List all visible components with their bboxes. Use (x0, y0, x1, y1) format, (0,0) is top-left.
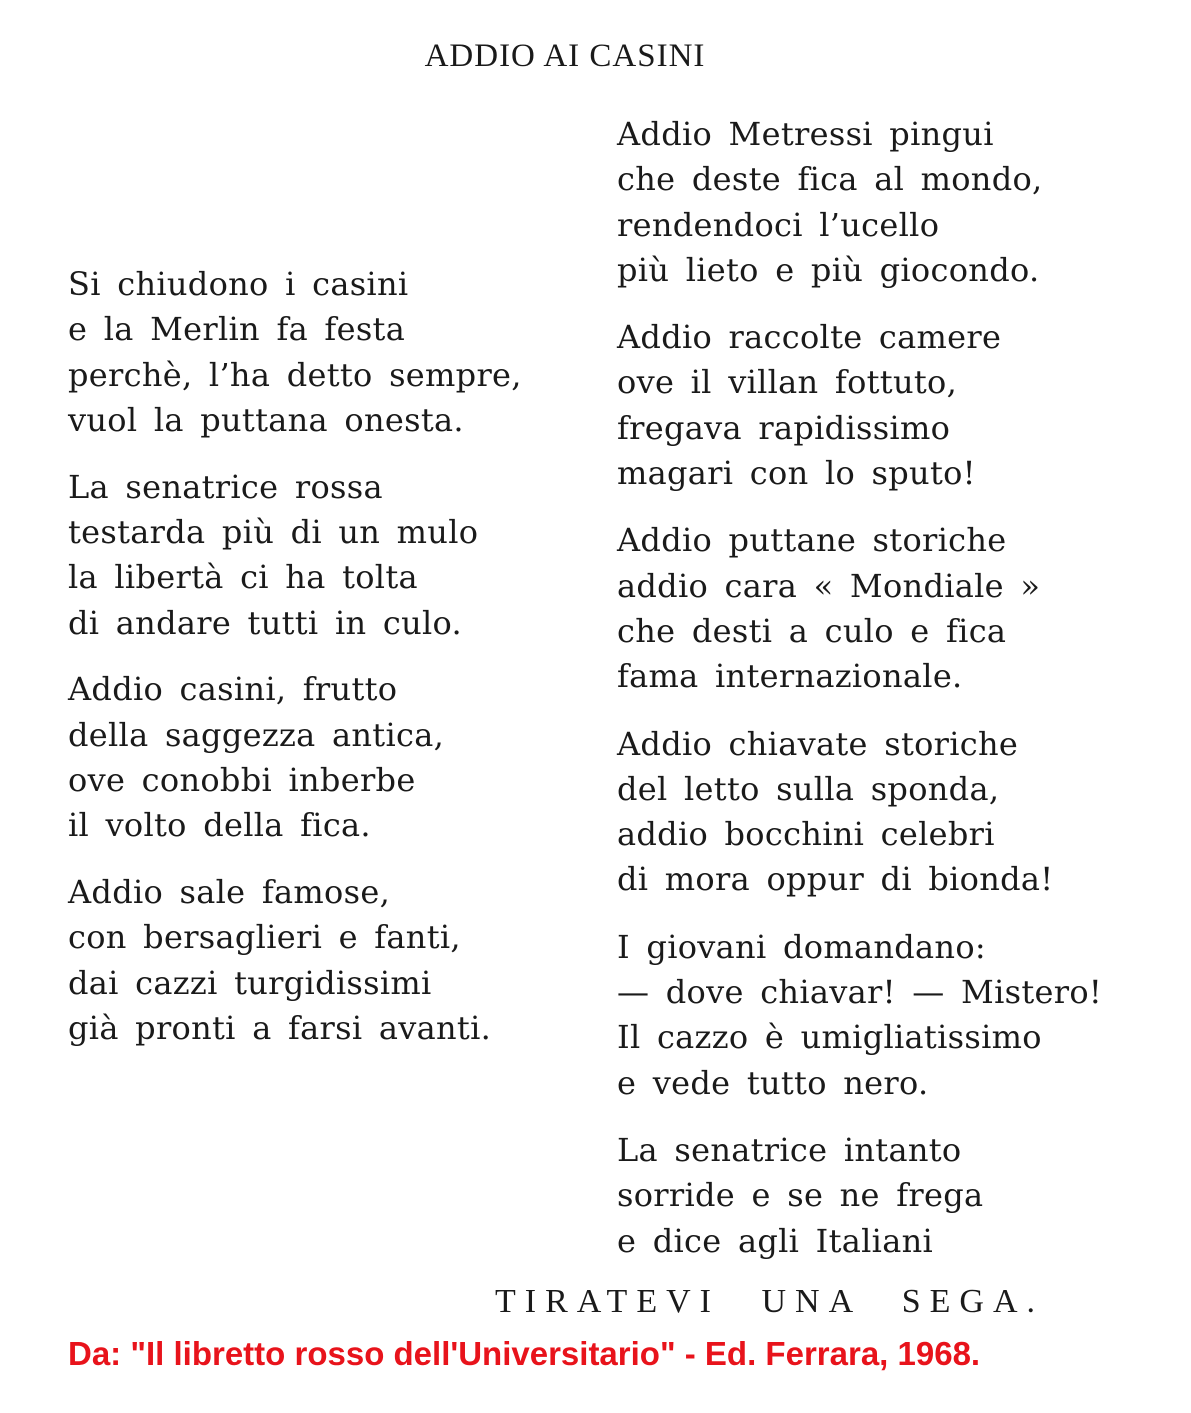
poem-line: Addio Metressi pingui (617, 115, 994, 153)
stanza (68, 667, 568, 848)
poem-line: addio cara « Mondiale » (617, 566, 1041, 605)
stanza (617, 1128, 1177, 1264)
source-citation: Da: "Il libretto rosso dell'Universitario" - Ed. Ferrara, 1968. (68, 1335, 981, 1372)
poem-line: che deste fica al mondo, (617, 160, 1043, 199)
poem-line: più lieto e più giocondo. (617, 250, 1040, 289)
poem-line: Addio puttane storiche (617, 521, 1007, 560)
poem-line: di mora oppur di bionda! (617, 860, 1054, 899)
poem-line: magari con lo sputo! (617, 454, 976, 493)
poem-line: — dove chiavar! — Mistero! (617, 973, 1103, 1012)
poem-line: ove il villan fottuto, (617, 363, 958, 402)
left-column (68, 262, 568, 1051)
poem-line: che desti a culo e fica (617, 611, 1007, 650)
poem-line: Addio raccolte camere (617, 318, 1002, 357)
poem-line: I giovani domandano: (617, 927, 986, 966)
poem-line: di andare tutti in culo. (68, 603, 462, 642)
poem-line: Si chiudono i casini (68, 265, 409, 303)
poem-line: e vede tutto nero. (617, 1063, 929, 1102)
poem-line: con bersaglieri e fanti, (68, 918, 461, 957)
poem-line: il volto della fica. (68, 806, 371, 845)
poem-line: fregava rapidissimo (617, 408, 951, 447)
stanza (68, 870, 568, 1051)
poem-line: Il cazzo è umigliatissimo (617, 1018, 1042, 1057)
poem-line: della saggezza antica, (68, 715, 445, 754)
poem-line: testarda più di un mulo (68, 512, 479, 551)
poem-line: Addio chiavate storiche (617, 724, 1019, 763)
poem-line: e la Merlin fa festa (68, 310, 406, 349)
poem-line: dai cazzi turgidissimi (68, 963, 432, 1002)
stanza (617, 315, 1177, 496)
poem-line: la libertà ci ha tolta (68, 558, 418, 597)
poem-line: Addio casini, frutto (68, 670, 398, 709)
stanza (617, 518, 1177, 699)
poem-line: e dice agli Italiani (617, 1221, 934, 1260)
poem-line: fama internazionale. (617, 657, 963, 696)
poem-line: La senatrice rossa (68, 467, 383, 506)
right-column (617, 112, 1177, 1264)
poem-line: già pronti a farsi avanti. (68, 1008, 492, 1047)
poem-line: rendendoci l’ucello (617, 205, 940, 244)
poem-line: Addio sale famose, (68, 873, 391, 912)
poem-line: del letto sulla sponda, (617, 769, 1000, 808)
poem-line: ove conobbi inberbe (68, 760, 416, 799)
stanza (68, 262, 568, 443)
stanza (68, 465, 568, 646)
poem-title: ADDIO AI CASINI (424, 38, 706, 74)
poem-line: perchè, l’ha detto sempre, (68, 355, 522, 394)
stanza (617, 925, 1177, 1106)
stanza (617, 112, 1177, 293)
closing-line: TIRATEVI UNA SEGA. (495, 1283, 1045, 1320)
poem-line: vuol la puttana onesta. (68, 400, 464, 439)
poem-line: addio bocchini celebri (617, 815, 995, 854)
stanza (617, 722, 1177, 903)
poem-line: sorride e se ne frega (617, 1176, 984, 1215)
poem-line: La senatrice intanto (617, 1130, 962, 1169)
